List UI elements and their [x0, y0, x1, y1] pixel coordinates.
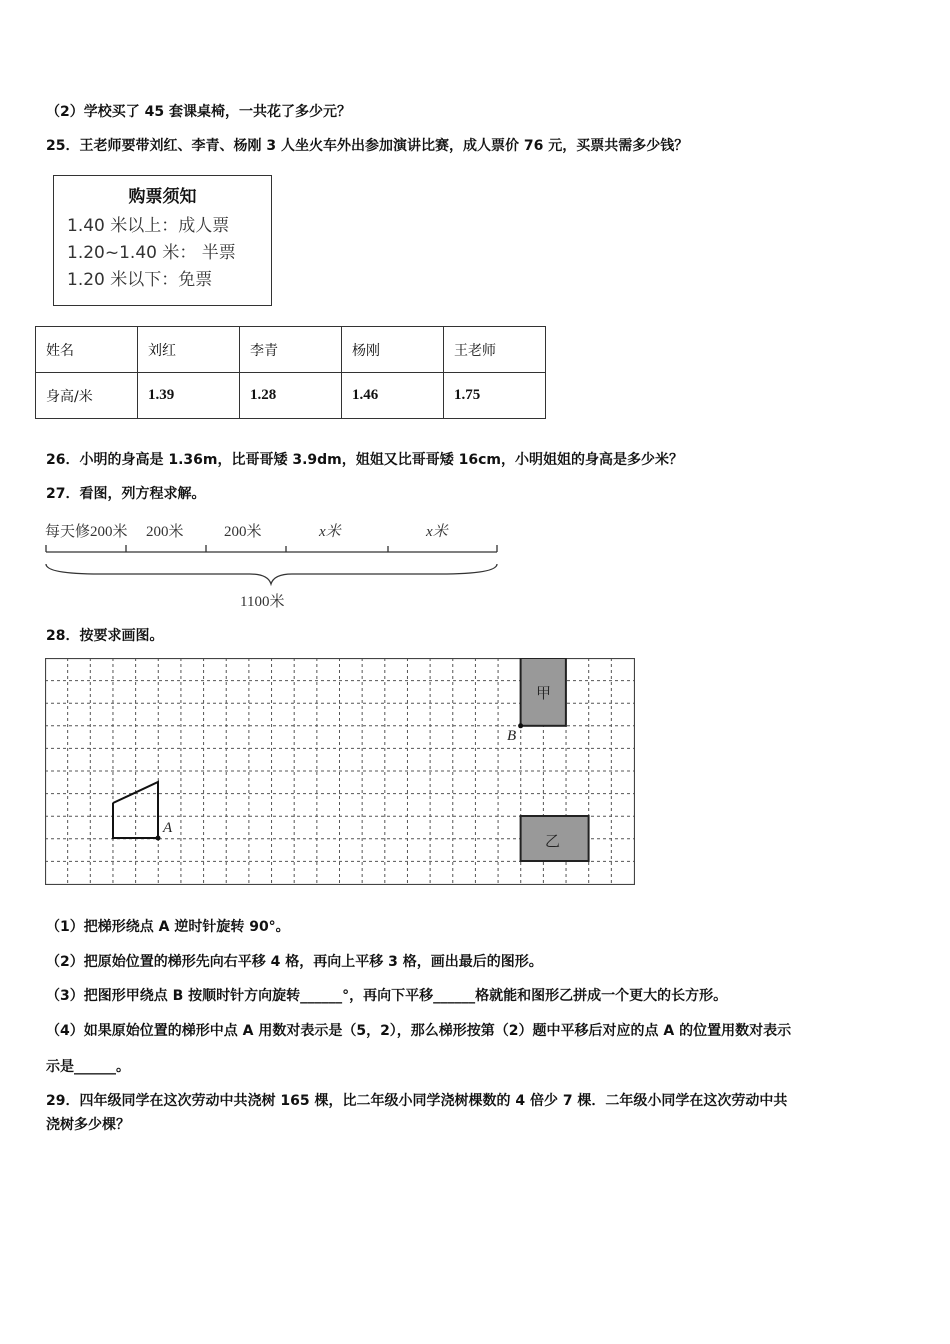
question-29-cont: 浇树多少棵？	[46, 1117, 130, 1133]
table-cell: 王老师	[444, 327, 546, 373]
shape-jia-label: 甲	[536, 684, 552, 702]
notice-row: 1.20 米以下：免票	[67, 270, 213, 290]
notice-row: 1.40 米以上：成人票	[67, 216, 230, 236]
table-cell: 1.46	[342, 373, 444, 419]
segment-diagram	[40, 512, 510, 612]
q28-item-1: （1）把梯形绕点 A 逆时针旋转 90°。	[46, 919, 290, 935]
question-24-2: （2）学校买了 45 套课桌椅，一共花了多少元？	[46, 104, 351, 120]
point-b-dot	[518, 723, 523, 728]
notice-title: 购票须知	[128, 187, 197, 207]
table-cell: 刘红	[138, 327, 240, 373]
q28-item-3: （3）把图形甲绕点 B 按顺时针方向旋转______°，再向下平移______格就能和图形乙拼成一个更大的长方形。	[46, 988, 728, 1004]
question-27: 27．看图，列方程求解。	[46, 486, 206, 502]
segment-label: 200米	[146, 524, 184, 540]
table-cell: 李青	[240, 327, 342, 373]
point-a-dot	[156, 836, 161, 841]
table-cell: 杨刚	[342, 327, 444, 373]
drawing-grid	[45, 658, 635, 889]
segment-label: 200米	[224, 524, 262, 540]
table-cell: 1.28	[240, 373, 342, 419]
total-label: 1100米	[240, 594, 285, 610]
table-row	[36, 373, 546, 419]
table-cell: 身高/米	[36, 373, 138, 419]
q28-item-4-cont: 示是______。	[46, 1059, 130, 1075]
notice-row: 1.20~1.40 米： 半票	[67, 243, 236, 263]
height-table	[35, 326, 546, 419]
segment-label: x米	[319, 524, 341, 540]
table-cell: 1.39	[138, 373, 240, 419]
question-29: 29．四年级同学在这次劳动中共浇树 165 棵，比二年级小同学浇树棵数的 4 倍少 7 棵．二年级小同学在这次劳动中共	[46, 1093, 788, 1109]
table-cell: 1.75	[444, 373, 546, 419]
table-cell: 姓名	[36, 327, 138, 373]
ticket-notice	[53, 175, 272, 306]
point-a-label: A	[163, 820, 173, 836]
shape-yi-label: 乙	[545, 832, 561, 850]
question-26: 26．小明的身高是 1.36m，比哥哥矮 3.9dm，姐姐又比哥哥矮 16cm，小明姐姐的身高是多少米？	[46, 452, 684, 468]
segment-label: x米	[426, 524, 448, 540]
question-28: 28．按要求画图。	[46, 628, 164, 644]
point-b-label: B	[507, 728, 517, 744]
table-row	[36, 327, 546, 373]
q28-item-4: （4）如果原始位置的梯形中点 A 用数对表示是（5，2），那么梯形按第（2）题中平移后对应的点 A 的位置用数对表示	[46, 1023, 792, 1039]
q28-item-2: （2）把原始位置的梯形先向右平移 4 格，再向上平移 3 格，画出最后的图形。	[46, 954, 543, 970]
segment-label: 每天修200米	[45, 524, 128, 540]
question-25: 25．王老师要带刘红、李青、杨刚 3 人坐火车外出参加演讲比赛，成人票价 76 元，买票共需多少钱？	[46, 138, 689, 154]
